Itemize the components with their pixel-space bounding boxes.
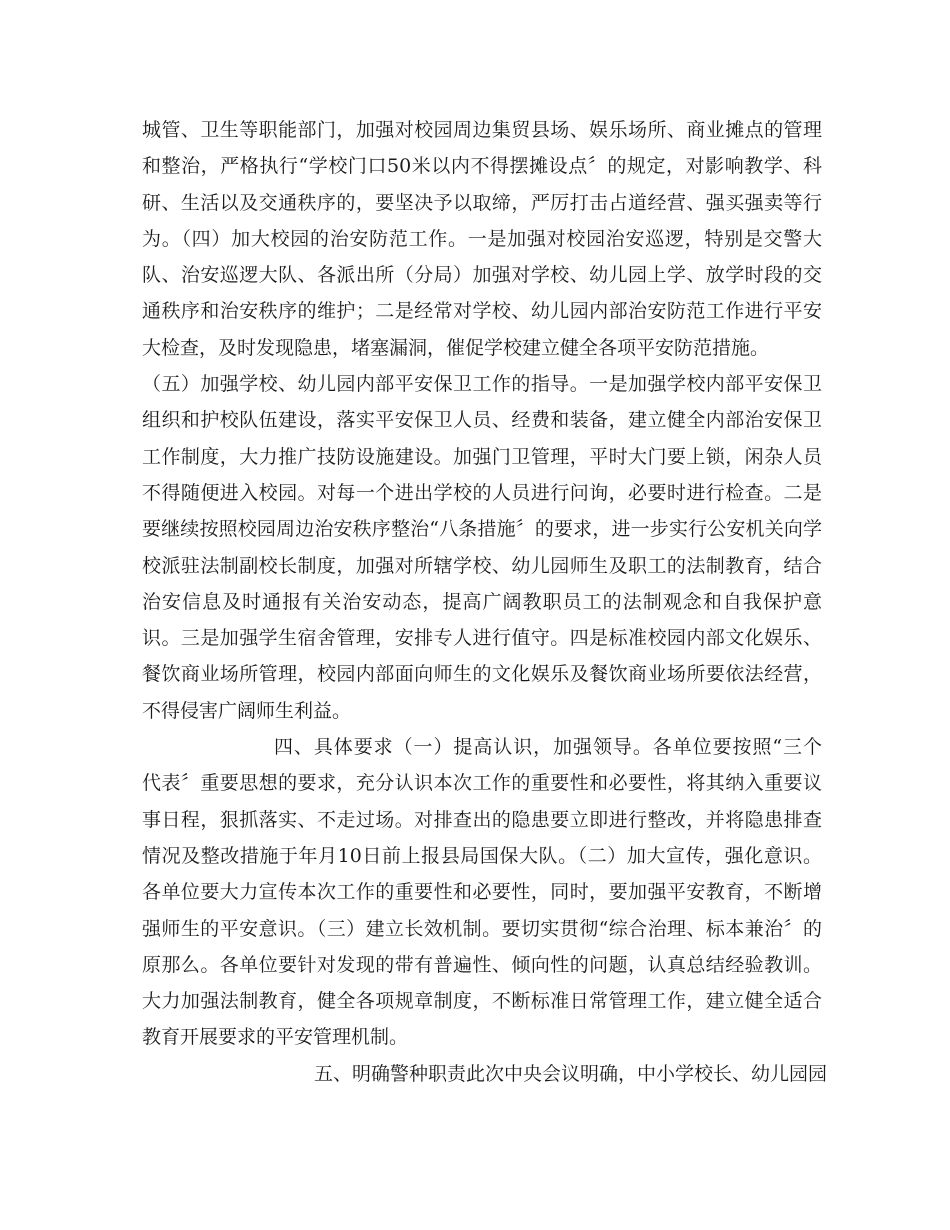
text-line: 和整治，严格执行“学校门口50米以内不得摆摊设点〞的规定，对影响教学、科 bbox=[142, 155, 822, 178]
text-line: 代表〞重要思想的要求，充分认识本次工作的重要性和必要性，将其纳入重要议 bbox=[142, 772, 822, 795]
text-line: 餐饮商业场所管理，校园内部面向师生的文化娱乐及餐饮商业场所要依法经营， bbox=[142, 663, 822, 686]
paragraph-specific-requirements bbox=[142, 729, 822, 1056]
text-line: 组织和护校队伍建设，落实平安保卫人员、经费和装备，建立健全内部治安保卫 bbox=[142, 409, 822, 432]
text-line: 为。（四）加大校园的治安防范工作。一是加强对校园治安巡逻，特别是交警大 bbox=[142, 227, 822, 250]
text-line: 强师生的平安意识。（三）建立长效机制。要切实贯彻“综合治理、标本兼治〞的 bbox=[142, 917, 822, 940]
text-line: 要继续按照校园周边治安秩序整治“八条措施〞的要求，进一步实行公安机关向学 bbox=[142, 518, 822, 541]
text-line: 研、生活以及交通秩序的，要坚决予以取缔，严厉打击占道经营、强买强卖等行 bbox=[142, 191, 822, 214]
text-line: 识。三是加强学生宿舍管理，安排专人进行值守。四是标准校园内部文化娱乐、 bbox=[142, 627, 822, 650]
text-line: 校派驻法制副校长制度，加强对所辖学校、幼儿园师生及职工的法制教育，结合 bbox=[142, 554, 822, 577]
text-line: 不得侵害广阔师生利益。 bbox=[142, 699, 352, 722]
text-line: 城管、卫生等职能部门，加强对校园周边集贸县场、娱乐场所、商业摊点的管理 bbox=[142, 119, 822, 141]
document-body bbox=[142, 112, 828, 1092]
text-line: 大检查，及时发现隐患，堵塞漏洞，催促学校建立健全各项平安防范措施。 bbox=[142, 336, 770, 359]
text-line: 大力加强法制教育，健全各项规章制度，不断标准日常管理工作，建立健全适合 bbox=[142, 990, 822, 1013]
text-line: 原那么。各单位要针对发现的带有普遍性、倾向性的问题，认真总结经验教训。 bbox=[142, 953, 822, 976]
text-line: 事日程，狠抓落实、不走过场。对排查出的隐患要立即进行整改，并将隐患排查 bbox=[142, 808, 822, 831]
paragraph-campus-security-measures bbox=[142, 112, 822, 729]
section-heading-line: 五、明确警种职责此次中央会议明确，中小学校长、幼儿园园 bbox=[314, 1062, 828, 1085]
text-line: 不得随便进入校园。对每一个进出学校的人员进行问询，必要时进行检查。二是 bbox=[142, 481, 822, 504]
paragraph-police-responsibilities bbox=[142, 1056, 828, 1092]
section-heading-line: 四、具体要求（一）提高认识，加强领导。各单位要按照“三个 bbox=[274, 736, 822, 759]
text-line: 情况及整改措施于年月10日前上报县局国保大队。（二）加大宣传，强化意识。 bbox=[142, 844, 822, 867]
text-line: 工作制度，大力推广技防设施建设。加强门卫管理，平时大门要上锁，闲杂人员 bbox=[142, 445, 822, 468]
text-line: 各单位要大力宣传本次工作的重要性和必要性，同时，要加强平安教育，不断增 bbox=[142, 881, 822, 904]
text-line: 治安信息及时通报有关治安动态，提高广阔教职员工的法制观念和自我保护意 bbox=[142, 590, 822, 613]
text-line: 队、治安巡逻大队、各派出所（分局）加强对学校、幼儿园上学、放学时段的交 bbox=[142, 264, 822, 287]
text-line: （五）加强学校、幼儿园内部平安保卫工作的指导。一是加强学校内部平安保卫 bbox=[142, 373, 822, 396]
text-line: 教育开展要求的平安管理机制。 bbox=[142, 1026, 409, 1049]
text-line: 通秩序和治安秩序的维护；二是经常对学校、幼儿园内部治安防范工作进行平安 bbox=[142, 300, 822, 323]
